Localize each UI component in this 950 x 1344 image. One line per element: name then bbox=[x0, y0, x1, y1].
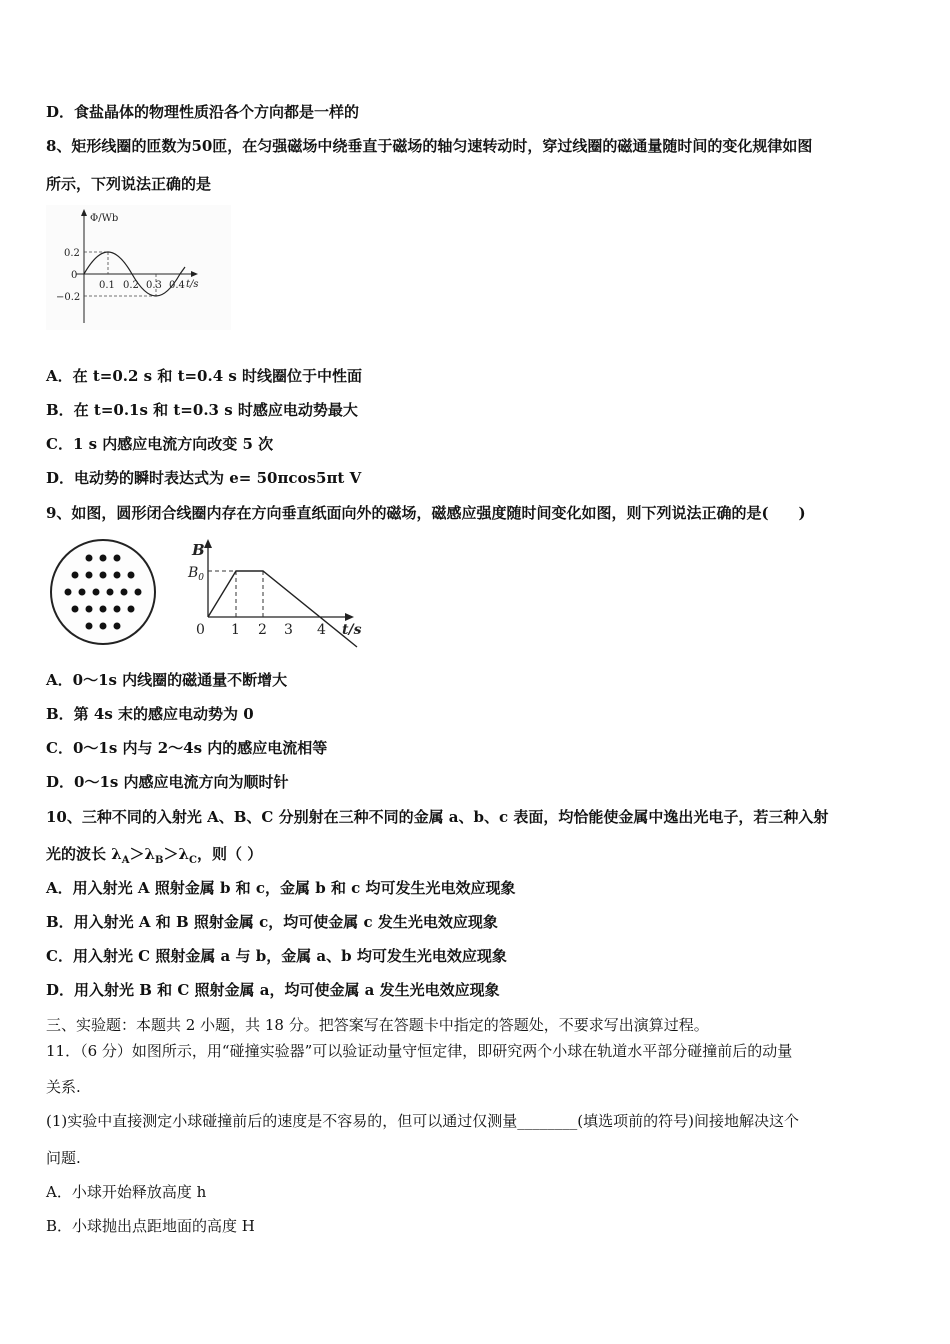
q9-circular-coil bbox=[46, 538, 161, 648]
q8-option-a: A．在 t=0.2 s 和 t=0.4 s 时线圈位于中性面 bbox=[46, 367, 363, 385]
q9-option-c: C．0～1s 内与 2～4s 内的感应电流相等 bbox=[46, 739, 328, 757]
section-3-heading: 三、实验题：本题共 2 小题，共 18 分。把答案写在答题卡中指定的答题处，不要求写出演算过程。 bbox=[46, 1016, 709, 1034]
x-tick-3: 0.3 bbox=[146, 280, 162, 291]
b0-main: B bbox=[188, 565, 199, 581]
q9-stem: 9、如图，圆形闭合线圈内存在方向垂直纸面向外的磁场，磁感应强度随时间变化如图，则下列说法正确的是( ) bbox=[46, 504, 806, 522]
q11-stem-line1: 11．（6 分）如图所示，用“碰撞实验器”可以验证动量守恒定律，即研究两个小球在轨道水平部分碰撞前后的动量 bbox=[46, 1042, 793, 1060]
x-tick-4: 4 bbox=[317, 622, 326, 638]
y-axis-label: B bbox=[192, 541, 205, 559]
q11-part1-line2: 问题. bbox=[46, 1149, 81, 1167]
q10-option-b: B．用入射光 A 和 B 照射金属 c，均可使金属 c 发生光电效应现象 bbox=[46, 913, 498, 931]
lambda-c-sub: C bbox=[189, 855, 197, 866]
q9-option-b: B．第 4s 末的感应电动势为 0 bbox=[46, 705, 254, 723]
q8-option-b: B．在 t=0.1s 和 t=0.3 s 时感应电动势最大 bbox=[46, 401, 358, 419]
x-tick-0: 0 bbox=[196, 622, 205, 638]
q10-stem-line1: 10、三种不同的入射光 A、B、C 分别射在三种不同的金属 a、b、c 表面，均恰能使金属中逸出光电子，若三种入射 bbox=[46, 808, 829, 826]
q10-stem-line2 bbox=[46, 844, 262, 871]
q7-option-d: D．食盐晶体的物理性质沿各个方向都是一样的 bbox=[46, 103, 360, 121]
q11-option-a: A．小球开始释放高度 h bbox=[46, 1183, 207, 1201]
q9-option-a: A．0～1s 内线圈的磁通量不断增大 bbox=[46, 671, 288, 689]
q10-option-c: C．用入射光 C 照射金属 a 与 b，金属 a、b 均可发生光电效应现象 bbox=[46, 947, 507, 965]
x-tick-4: 0.4 bbox=[169, 280, 185, 291]
q10-option-a: A．用入射光 A 照射金属 b 和 c，金属 b 和 c 均可发生光电效应现象 bbox=[46, 879, 516, 897]
y-axis-label: Φ/Wb bbox=[90, 213, 119, 224]
q10-text-post: ，则（ ） bbox=[197, 845, 263, 863]
x-tick-1: 0.1 bbox=[99, 280, 115, 291]
y-tick-zero: 0 bbox=[71, 270, 78, 281]
q10-text-pre: 光的波长 λ bbox=[46, 845, 122, 863]
q10-option-d: D．用入射光 B 和 C 照射金属 a，均可使金属 a 发生光电效应现象 bbox=[46, 981, 500, 999]
b0-sub: 0 bbox=[198, 573, 205, 583]
q8-stem-line2: 所示，下列说法正确的是 bbox=[46, 175, 212, 193]
b0-label bbox=[187, 565, 204, 583]
q9-option-d: D．0～1s 内感应电流方向为顺时针 bbox=[46, 773, 289, 791]
q8-option-d: D．电动势的瞬时表达式为 e= 50πcos5πt V bbox=[46, 469, 362, 487]
q10-gt-2: ＞λ bbox=[163, 845, 190, 863]
q8-flux-graph bbox=[46, 205, 231, 330]
x-tick-1: 1 bbox=[231, 622, 240, 638]
q11-stem-line2: 关系. bbox=[46, 1078, 81, 1096]
q11-option-b: B．小球抛出点距地面的高度 H bbox=[46, 1217, 255, 1235]
x-tick-2: 2 bbox=[258, 622, 267, 638]
q8-stem-line1: 8、矩形线圈的匝数为50匝，在匀强磁场中绕垂直于磁场的轴匀速转动时，穿过线圈的磁通量随时间的变化规律如图 bbox=[46, 137, 813, 155]
q10-gt-1: ＞λ bbox=[129, 845, 156, 863]
lambda-a-sub: A bbox=[121, 855, 130, 866]
lambda-b-sub: B bbox=[155, 855, 164, 866]
y-tick-neg: −0.2 bbox=[56, 292, 81, 303]
q11-part1-line1: (1)实验中直接测定小球碰撞前后的速度是不容易的，但可以通过仅测量________(填选项前的符号)间接地解决这个 bbox=[46, 1112, 799, 1130]
x-tick-2: 0.2 bbox=[123, 280, 139, 291]
x-axis-label: t/s bbox=[186, 279, 199, 290]
q8-option-c: C．1 s 内感应电流方向改变 5 次 bbox=[46, 435, 274, 453]
q9-b-t-graph bbox=[180, 535, 370, 650]
x-axis-label: t/s bbox=[342, 622, 362, 638]
x-tick-3: 3 bbox=[284, 622, 293, 638]
y-tick-pos: 0.2 bbox=[64, 248, 80, 259]
